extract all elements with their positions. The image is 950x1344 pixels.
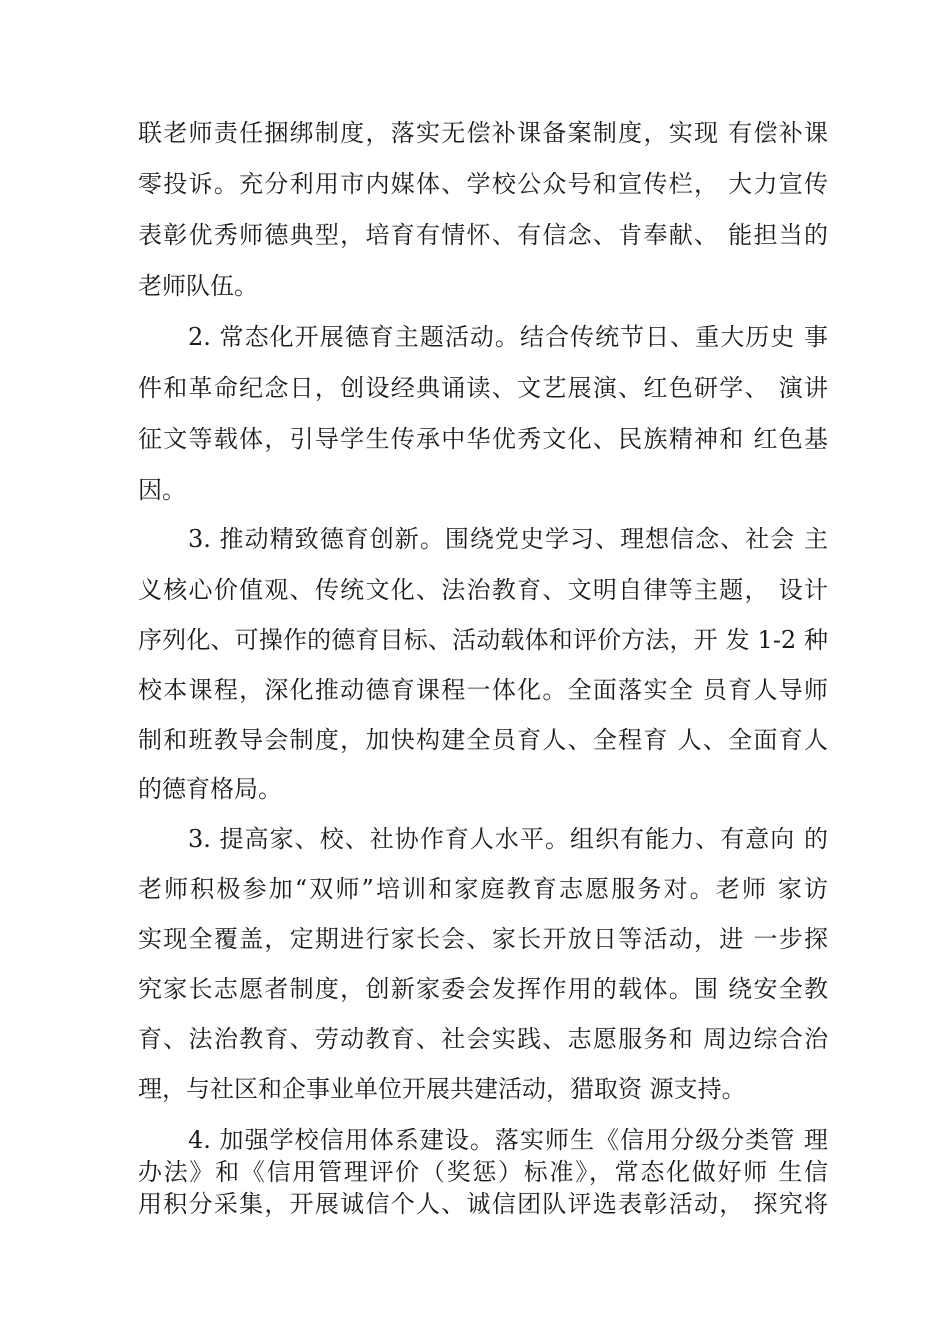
paragraph-heading-line: 2. 常态化开展德育主题活动。结合传统节日、重大历史 事: [188, 323, 828, 351]
body-text-line: 表彰优秀师德典型，培育有情怀、有信念、肯奉献、 能担当的: [138, 221, 828, 249]
body-text-line: 育、法治教育、劳动教育、社会实践、志愿服务和 周边综合治: [138, 1025, 828, 1053]
body-text-line: 究家长志愿者制度，创新家委会发挥作用的载体。围 绕安全教: [138, 975, 828, 1003]
body-text-line: 用积分采集，开展诚信个人、诚信团队评选表彰活动， 探究将: [138, 1190, 828, 1218]
body-text-line: 义核心价值观、传统文化、法治教育、文明自律等主题， 设计: [138, 576, 828, 604]
body-text-line: 办法》和《信用管理评价（奖惩）标准》，常态化做好师 生信: [138, 1158, 828, 1186]
paragraph-heading-line: 3. 推动精致德育创新。围绕党史学习、理想信念、社会 主: [188, 525, 828, 553]
body-text-line: 老师积极参加“双师”培训和家庭教育志愿服务对。老师 家访: [138, 875, 828, 903]
body-text-line: 老师队伍。: [138, 272, 258, 300]
body-text-line: 征文等载体，引导学生传承中华优秀文化、民族精神和 红色基: [138, 425, 828, 453]
body-text-line: 实现全覆盖，定期进行家长会、家长开放日等活动，进 一步探: [138, 925, 828, 953]
body-text-line: 理，与社区和企事业单位开展共建活动，猎取资 源支持。: [138, 1075, 746, 1103]
body-text-line: 件和革命纪念日，创设经典诵读、文艺展演、红色研学、 演讲: [138, 374, 828, 402]
body-text-line: 联老师责任捆绑制度，落实无偿补课备案制度，实现 有偿补课: [138, 119, 828, 147]
body-text-line: 制和班教导会制度，加快构建全员育人、全程育 人、全面育人: [138, 726, 828, 754]
body-text-line: 零投诉。充分利用市内媒体、学校公众号和宣传栏， 大力宣传: [138, 170, 828, 198]
paragraph-heading-line: 3. 提高家、校、社协作育人水平。组织有能力、有意向 的: [188, 825, 828, 853]
paragraph-heading-line: 4. 加强学校信用体系建设。落实师生《信用分级分类管 理: [188, 1126, 828, 1154]
body-text-line: 校本课程，深化推动德育课程一体化。全面落实全 员育人导师: [138, 676, 828, 704]
body-text-line: 的德育格局。: [138, 775, 282, 803]
body-text-line: 序列化、可操作的德育目标、活动载体和评价方法，开 发 1-2 种: [138, 626, 828, 654]
body-text-line: 因。: [138, 476, 186, 504]
